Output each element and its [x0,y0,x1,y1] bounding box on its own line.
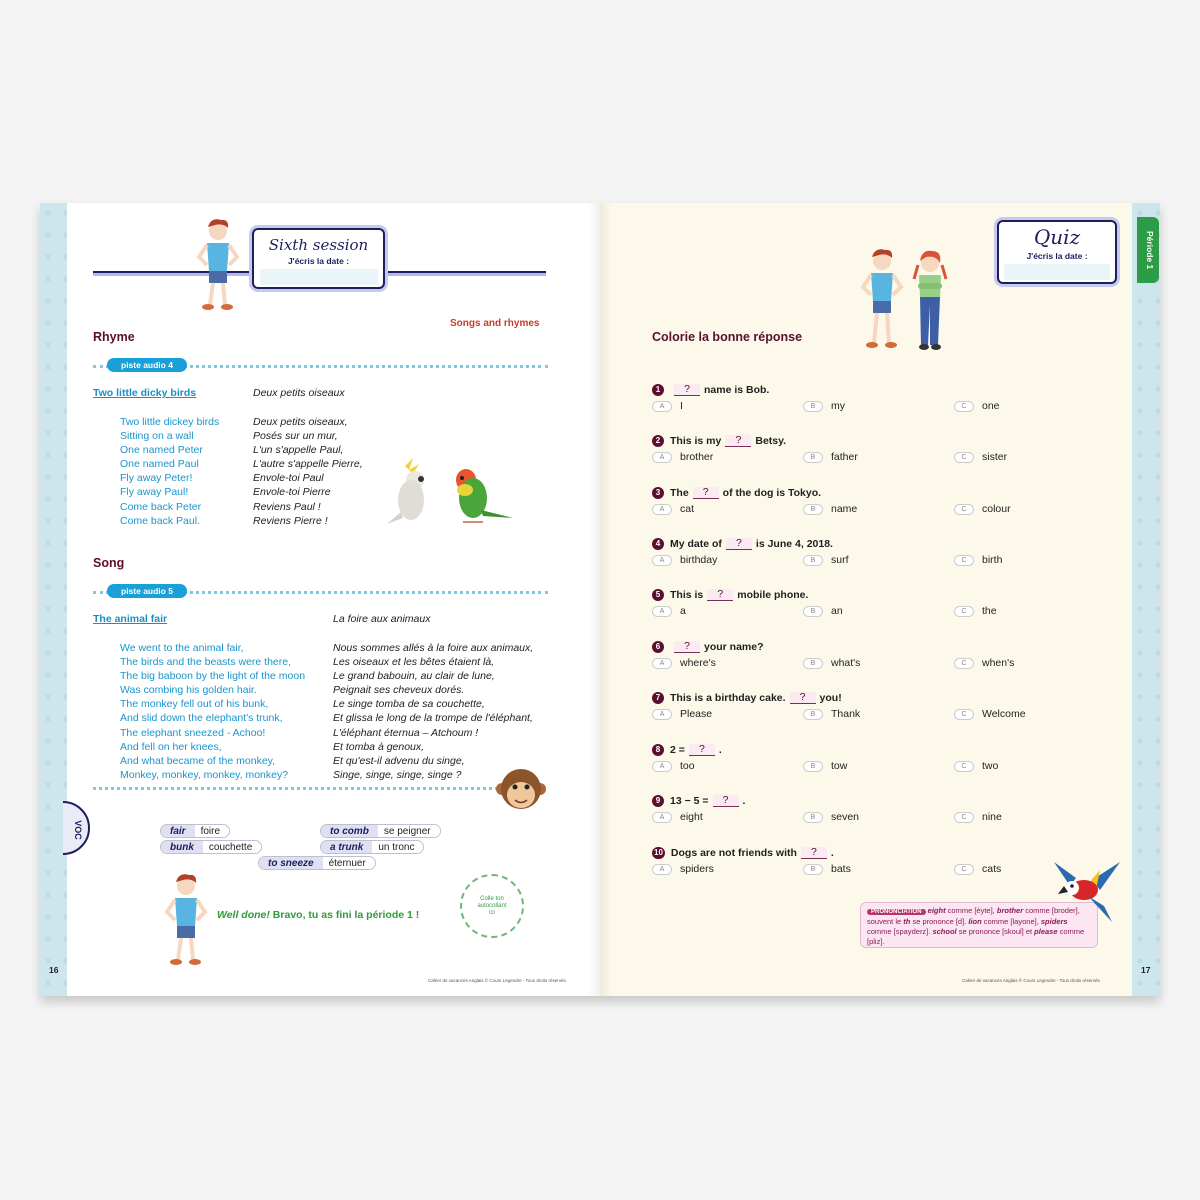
quiz-question-2 [652,434,1052,465]
question-text-after: name is Bob. [704,384,770,396]
vocab-fr: foire [195,825,229,837]
option-a[interactable] [652,554,717,566]
lyric-line: Fly away Paul! [120,486,189,499]
lyric-line: Envole-toi Pierre [253,486,331,499]
quiz-question-6 [652,640,1052,671]
option-a[interactable] [652,811,703,823]
option-label: where's [680,657,716,669]
lyric-line: And what became of the monkey, [120,754,276,767]
question-number: 2 [652,435,664,447]
option-label: Please [680,708,713,720]
question-text-before: This is my [670,435,722,447]
option-key: B [803,658,823,669]
pron-text: comme [spayderz]. [867,927,933,936]
lyric-line: L'autre s'appelle Pierre, [253,458,363,471]
option-key: B [803,401,823,412]
quiz-question-7 [652,691,1052,722]
vocab-chip [320,824,441,838]
option-c[interactable] [954,811,1002,823]
question-text-before: This is a birthday cake. [670,692,786,704]
pron-text: se prononce [skoul] et [956,927,1035,936]
option-key: C [954,864,974,875]
lyric-line: L'un s'appelle Paul, [253,444,344,457]
question-text-after: your name? [704,641,764,653]
lyric-line: The monkey fell out of his bunk, [120,698,269,711]
lyric-line: And fell on her knees, [120,740,222,753]
question-number: 6 [652,641,664,653]
lyric-line: Sitting on a wall [120,430,194,443]
well-done-text: Bravo, tu as fini la période 1 ! [269,909,420,921]
option-label: the [982,605,997,617]
option-label: eight [680,811,703,823]
lyric-line: Et qu'est-il advenu du singe, [333,754,465,767]
voc-label: VOC [73,820,83,840]
pron-word: th [903,917,911,926]
option-label: I [680,400,683,412]
answer-blank: ? [693,487,719,499]
audio-track-5-button[interactable]: piste audio 5 [107,584,187,598]
option-key: C [954,452,974,463]
audio-track-row-4 [93,360,548,379]
option-label: birthday [680,554,718,566]
option-b[interactable] [803,863,851,875]
option-key: C [954,709,974,720]
lyric-line: Reviens Pierre ! [253,514,328,527]
vocab-en: fair [161,825,195,837]
quiz-question-8 [652,743,1052,774]
lyric-line: Et glissa le long de la trompe de l'éléphant, [333,712,533,725]
option-label: sister [982,451,1008,463]
vocab-chip [258,856,376,870]
song-end-divider [93,787,498,801]
rhyme-lyrics-en [120,415,219,528]
rhyme-lyrics-fr [253,415,363,528]
vocab-chip [160,824,230,838]
option-key: A [652,401,672,412]
header-rule-right [386,271,546,276]
question-number: 9 [652,795,664,807]
lyric-line: Nous sommes allés à la foire aux animaux, [333,642,534,654]
option-key: A [652,864,672,875]
option-label: one [982,400,1000,412]
vocabulary-badge [63,800,91,856]
vocab-fr: un tronc [372,841,423,853]
page-number-right: 17 [1141,965,1151,975]
lyric-line: Two little dickey birds [120,416,220,428]
pron-text: comme [éyte], [945,906,997,915]
lyric-line: One named Paul [120,458,199,471]
option-key: C [954,504,974,515]
question-text-after: you! [819,692,842,704]
option-label: seven [831,811,860,823]
lyric-line: We went to the animal fair, [120,642,244,654]
option-key: B [803,452,823,463]
quiz-question-10 [652,846,1052,877]
kids-illustration [860,245,952,353]
vocab-en: to comb [321,825,378,837]
option-label: cats [982,863,1002,875]
lyric-line: Peignait ses cheveux dorés. [333,684,465,697]
option-a[interactable] [652,708,712,720]
pron-text: comme [layone], [981,917,1041,926]
lyric-line: Monkey, monkey, monkey, monkey? [120,768,289,781]
option-b[interactable] [803,708,860,720]
option-label: nine [982,811,1002,823]
question-text-before: This is [670,589,704,601]
answer-blank: ? [725,435,751,447]
answer-blank: ? [674,384,700,396]
quiz-question-4 [652,537,1052,568]
sticker-placeholder[interactable] [460,874,524,938]
lyric-line: Envole-toi Paul [253,472,324,485]
quiz-title: Quiz [1033,225,1081,249]
date-label: J'écris la date : [287,256,350,266]
vocab-chip [160,840,262,854]
option-b[interactable] [803,451,858,463]
option-key: B [803,504,823,515]
rhyme-title-fr: Deux petits oiseaux [253,387,345,399]
option-c[interactable] [954,605,997,617]
option-b[interactable] [803,811,859,823]
option-label: father [831,451,858,463]
left-page-edge [40,203,67,996]
rhyme-title-en: Two little dicky birds [93,387,197,399]
audio-track-4-button[interactable]: piste audio 4 [107,358,187,372]
question-text-after: . [830,847,834,859]
option-label: colour [982,503,1011,515]
option-key: A [652,555,672,566]
lyric-line: Le grand babouin, au clair de lune, [333,670,495,683]
option-b[interactable] [803,760,847,772]
question-number: 3 [652,487,664,499]
pron-word: lion [968,917,982,926]
boy-illustration [195,217,241,313]
lyric-line: Come back Paul. [120,514,200,527]
lyric-line: The elephant sneezed - Achoo! [120,726,266,739]
option-label: an [831,605,843,617]
lyric-line: The birds and the beasts were there, [120,656,292,669]
option-c[interactable] [954,451,1007,463]
option-key: B [803,761,823,772]
pron-word: please [1034,927,1058,936]
option-a[interactable] [652,451,713,463]
lyric-line: The big baboon by the light of the moon [120,670,306,683]
session-title-box [252,228,385,289]
question-number: 8 [652,744,664,756]
option-key: C [954,658,974,669]
option-a[interactable] [652,657,716,669]
option-a[interactable] [652,400,683,412]
sticker-text: Colle ton autocollant ici [477,895,507,916]
pron-text: se prononce [d]. [910,917,969,926]
option-key: C [954,761,974,772]
option-c[interactable] [954,657,1014,669]
quiz-title-box [997,220,1117,284]
lyric-line: Posés sur un mur, [253,430,338,443]
option-key: A [652,709,672,720]
question-number: 4 [652,538,664,550]
question-number: 7 [652,692,664,704]
lyric-line: And slid down the elephant's trunk, [120,712,283,725]
vocab-en: a trunk [321,841,372,853]
option-key: C [954,555,974,566]
option-c[interactable] [954,554,1002,566]
option-label: Welcome [982,708,1026,720]
option-key: B [803,864,823,875]
lyric-line: Was combing his golden hair. [120,684,257,697]
rhyme-heading: Rhyme [93,330,135,344]
song-lyrics-en [120,641,305,782]
parrot-illustration [1052,860,1124,926]
option-key: A [652,658,672,669]
option-c[interactable] [954,400,1000,412]
question-text-before: My date of [670,538,722,550]
answer-blank: ? [689,744,715,756]
pron-text: comme [broder], souvent le [867,906,1080,926]
lyric-line: Deux petits oiseaux, [253,416,348,428]
quiz-instruction: Colorie la bonne réponse [652,330,803,344]
question-number: 5 [652,589,664,601]
option-label: too [680,760,695,772]
question-number: 10 [654,848,663,857]
lyric-line: Les oiseaux et les bêtes étaient là, [333,656,495,669]
birds-illustration [383,458,518,528]
question-text-after: mobile phone. [737,589,809,601]
option-label: name [831,503,858,515]
option-a[interactable] [652,863,714,875]
option-c[interactable] [954,760,998,772]
option-key: A [652,761,672,772]
lyric-line: Fly away Peter! [120,472,193,485]
option-key: C [954,606,974,617]
answer-blank: ? [707,589,733,601]
answer-blank: ? [674,641,700,653]
well-done-emphasis: Well done! [217,909,270,921]
option-b[interactable] [803,554,849,566]
vocab-fr: couchette [203,841,261,853]
answer-blank: ? [790,692,816,704]
lyric-line: Reviens Paul ! [253,500,321,513]
option-label: spiders [680,863,714,875]
option-key: B [803,812,823,823]
question-text-after: of the dog is Tokyo. [722,487,822,499]
lyric-line: One named Peter [120,444,203,457]
option-b[interactable] [803,400,845,412]
pron-word: school [932,927,957,936]
right-page-edge [1132,203,1160,996]
option-label: my [831,400,845,412]
option-c[interactable] [954,863,1001,875]
option-label: what's [831,657,861,669]
lyric-line: L'éléphant éternua – Atchoum ! [333,726,479,739]
option-label: Thank [831,708,861,720]
pron-word: spiders [1040,917,1068,926]
vocab-en: to sneeze [259,857,323,869]
question-number: 1 [652,384,664,396]
option-key: B [803,606,823,617]
option-c[interactable] [954,503,1011,515]
quiz-question-5 [652,588,1052,619]
option-label: brother [680,451,714,463]
vocab-chip [320,840,424,854]
option-label: surf [831,554,849,566]
question-text-after: . [742,795,746,807]
lyric-line: Le singe tomba de sa couchette, [333,698,485,711]
copyright-footer: Cahier de vacances Anglais © Cours Legendre - Tous droits réservés. [962,978,1102,983]
question-text-before: The [670,487,689,499]
vocab-fr: se peigner [378,825,440,837]
boy-illustration [163,872,209,968]
quiz-question-3 [652,486,1052,517]
option-b[interactable] [803,657,860,669]
lyric-line: Come back Peter [120,500,202,513]
song-title-fr: La foire aux animaux [333,613,431,625]
date-field[interactable] [260,269,378,285]
session-title: Sixth session [268,236,369,254]
option-label: birth [982,554,1003,566]
option-label: tow [831,760,848,772]
answer-blank: ? [726,538,752,550]
option-b[interactable] [803,503,857,515]
option-label: a [680,605,686,617]
period-tab[interactable]: Période 1 [1137,217,1159,283]
song-title-en: The animal fair [93,613,168,625]
answer-blank: ? [713,795,739,807]
option-key: A [652,452,672,463]
pron-word: eight [927,906,946,915]
vocab-fr: éternuer [323,857,375,869]
option-label: cat [680,503,695,515]
option-a[interactable] [652,760,695,772]
quiz-question-9 [652,794,1052,825]
option-label: two [982,760,999,772]
option-key: A [652,812,672,823]
option-c[interactable] [954,708,1026,720]
option-a[interactable] [652,503,694,515]
question-text-after: . [718,744,722,756]
page-number-left: 16 [49,965,59,975]
question-text-before: Dogs are not friends with [670,847,797,859]
copyright-footer: Cahier de vacances Anglais © Cours Legendre - Tous droits réservés. [428,978,568,983]
question-text-after: is June 4, 2018. [755,538,833,550]
option-label: bats [831,863,851,875]
lyric-line: Singe, singe, singe, singe ? [333,768,462,781]
option-label: when's [982,657,1015,669]
option-key: B [803,555,823,566]
pron-text: comme [pliz]. [867,927,1085,946]
song-lyrics-fr [333,641,533,782]
vocab-en: bunk [161,841,203,853]
pron-word: brother [996,906,1024,915]
option-key: B [803,709,823,720]
option-a[interactable] [652,605,686,617]
question-text-before: 2 = [670,744,685,756]
answer-blank: ? [801,847,827,859]
option-key: C [954,401,974,412]
question-text-before: 13 − 5 = [670,795,709,807]
date-label: J'écris la date : [1026,251,1088,261]
completion-message [217,909,419,921]
question-text-after: Betsy. [755,435,787,447]
section-category-label: Songs and rhymes [450,318,540,329]
option-key: C [954,812,974,823]
date-field[interactable] [1004,264,1110,280]
option-b[interactable] [803,605,843,617]
quiz-question-1 [652,383,1052,414]
song-heading: Song [93,556,125,570]
lyric-line: Et tomba à genoux, [333,740,425,753]
option-key: A [652,504,672,515]
audio-track-row-5 [93,586,548,605]
pronunciation-tag: PRONONCIATION [867,909,926,915]
monkey-illustration [496,767,546,815]
option-key: A [652,606,672,617]
